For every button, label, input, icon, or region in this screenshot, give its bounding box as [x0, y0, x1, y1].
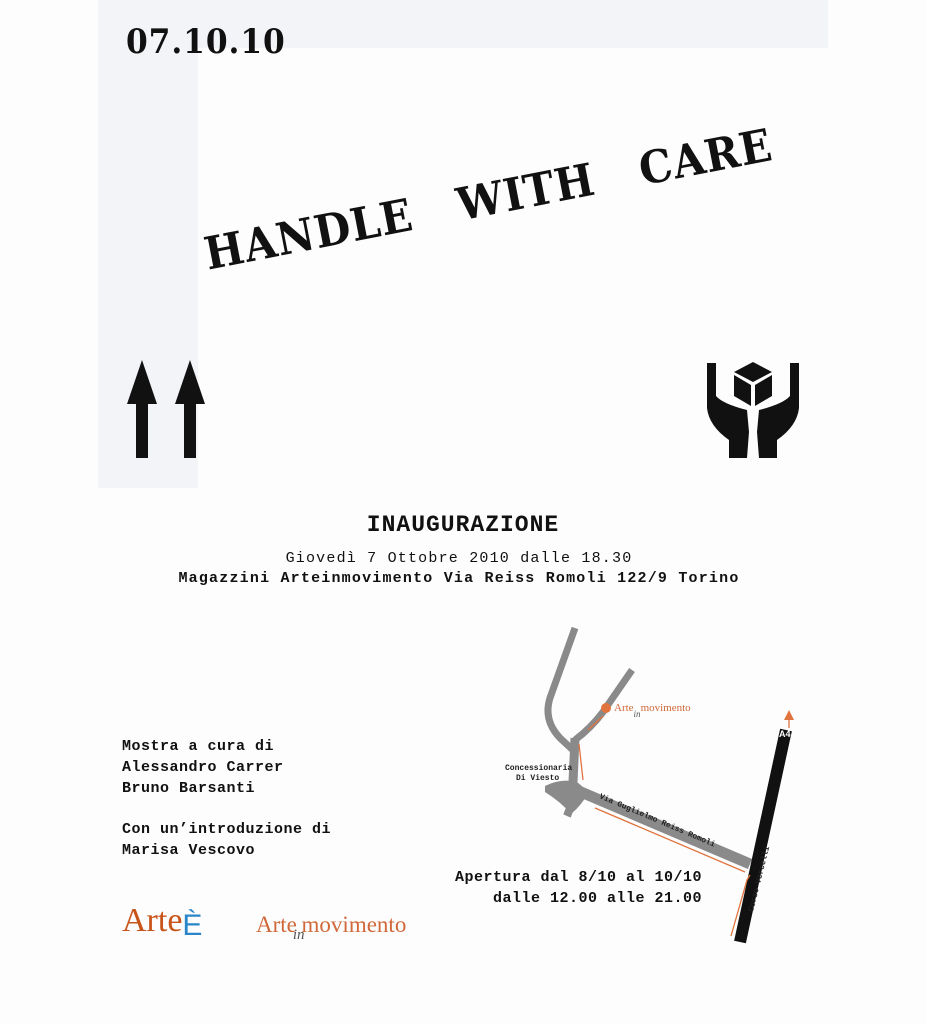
event-location: Magazzini Arteinmovimento Via Reiss Romoli 122/9 Torino [178, 570, 740, 587]
credits-curator-1: Alessandro Carrer [122, 759, 284, 776]
opening-hours [380, 867, 702, 909]
map-dealer-label-2: Di Viesto [516, 774, 560, 783]
event-title: INAUGURAZIONE [366, 512, 560, 538]
event-date-time: Giovedì 7 Ottobre 2010 dalle 18.30 [285, 550, 633, 567]
credits-curated-by: Mostra a cura di [122, 738, 275, 755]
credits-introduction-by: Con un’introduzione di [122, 821, 332, 838]
credits-curator-2: Bruno Barsanti [122, 780, 256, 797]
opening-times: dalle 12.00 alle 21.00 [492, 890, 702, 907]
credits-introducer: Marisa Vescovo [122, 842, 256, 859]
map-highway-label: A4 [779, 729, 791, 739]
handle-with-care-hands-icon [705, 360, 801, 460]
venue-marker-icon [601, 703, 611, 713]
poster-headline: HANDLE WITH CARE [199, 118, 777, 281]
opening-dates: Apertura dal 8/10 al 10/10 [454, 869, 702, 886]
arteinmovimento-logo: Arte$_{in}$movimento [256, 912, 407, 943]
map-venue-label: Arte$_{in}$movimento [614, 702, 691, 719]
this-way-up-arrows-icon [127, 360, 207, 460]
north-arrow-icon [784, 710, 794, 720]
map-roads [545, 628, 750, 864]
map-avenue-label: Corso Vercelli [747, 845, 773, 913]
poster-date: 07.10.10 [126, 22, 286, 62]
exhibition-credits [122, 736, 331, 861]
map-street-label: Via Guglielmo Reiss Romoli [597, 792, 717, 850]
artee-logo: ArteÈ [122, 902, 203, 942]
credits-spacer [122, 799, 331, 819]
map-dealer-label-1: Concessionaria [505, 764, 573, 773]
